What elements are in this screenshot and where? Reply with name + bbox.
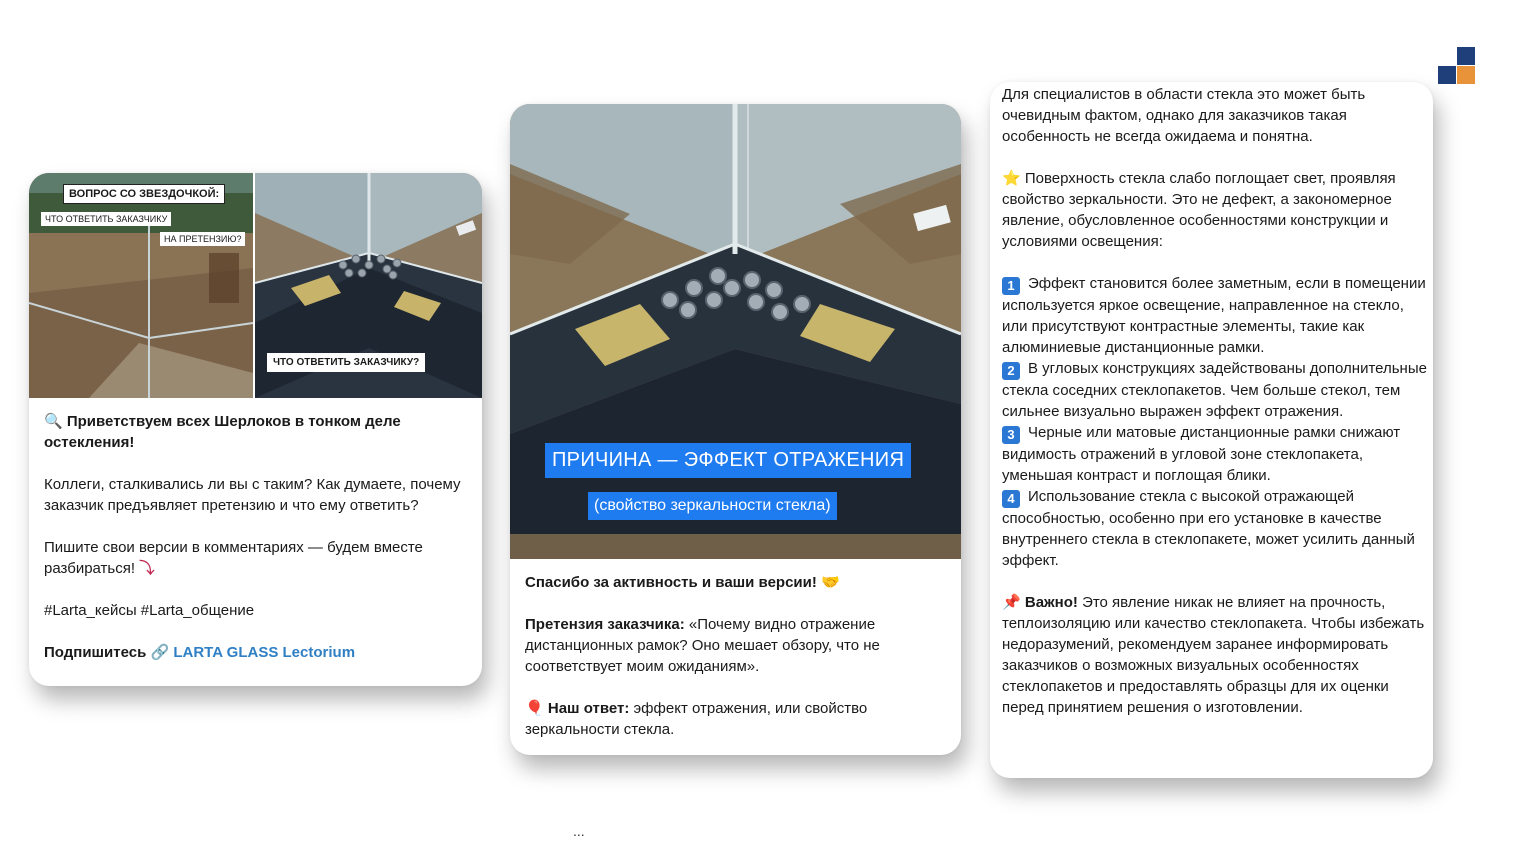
label-claim: НА ПРЕТЕНЗИЮ? [160, 232, 245, 246]
post-text [525, 572, 950, 740]
post-card-explanation [990, 82, 1433, 778]
handshake-icon: 🤝 [821, 574, 840, 591]
post-image-reflection [510, 104, 961, 559]
intro-text: Для специалистов в области стекла это может быть очевидным фактом, однако для заказчиков такая особенность не всегда ожидаема и понятна. [1002, 86, 1366, 145]
subscribe-label: Подпишитесь [44, 644, 147, 661]
post-card-answer [510, 104, 961, 755]
pushpin-icon: 📌 [1002, 594, 1021, 611]
point-text: Эффект становится более заметным, если в помещении используется яркое освещение, направленное на стекло, или присутствуют контрастные элементы, такие как алюминиевые дистанционные рамки. [1002, 275, 1426, 356]
greeting: Приветствуем всех Шерлоков в тонком деле остекления! [44, 413, 401, 451]
number-2-icon: 2 [1002, 362, 1020, 380]
point-text: Черные или матовые дистанционные рамки снижают видимость отражений в угловой зоне стеклопакета, уменьшая контраст и поглощая блики. [1002, 424, 1401, 484]
magnifier-icon: 🔍 [44, 413, 63, 430]
number-1-icon: 1 [1002, 277, 1020, 295]
link-icon: 🔗 [150, 644, 170, 661]
important-text: Это явление никак не влияет на прочность, теплоизоляцию или качество стеклопакета. Чтобы избежать недоразумений, рекомендуем заранее информировать заказчиков о возможных визуальных особенностях стеклопакетов и предоставлять образцы для их оценки перед принятием решения о изготовлении. [1002, 594, 1425, 716]
point-text: Использование стекла с высокой отражающей способностью, особенно при его установке в качестве внутреннего стекла в стеклопакете, может усилить данный эффект. [1002, 488, 1415, 569]
label-what-answer-right: ЧТО ОТВЕТИТЬ ЗАКАЗЧИКУ? [267, 353, 425, 372]
point-list [1002, 273, 1430, 571]
important-label: Важно! [1024, 594, 1078, 611]
balloon-icon: 🎈 [525, 700, 544, 717]
star-icon: ⭐ [1002, 170, 1021, 187]
comments-text: Пишите свои версии в комментариях — будем вместе разбираться! [44, 539, 423, 577]
ellipsis: ... [573, 823, 585, 839]
claim-label: Претензия заказчика: [525, 616, 685, 633]
list-item [1002, 422, 1430, 486]
post-image-collage [29, 173, 482, 398]
hashtags[interactable]: #Larta_кейсы #Larta_общение [44, 602, 255, 619]
list-item [1002, 273, 1430, 358]
list-item [1002, 486, 1430, 571]
post-card-question [29, 173, 482, 686]
post-text [44, 411, 469, 684]
banner-title: ПРИЧИНА — ЭФФЕКТ ОТРАЖЕНИЯ [545, 443, 911, 478]
banner-subtitle: (свойство зеркальности стекла) [588, 492, 837, 520]
post-text [1002, 84, 1430, 718]
question-text: Коллеги, сталкивались ли вы с таким? Как думаете, почему заказчик предъявляет претензию и что ему ответить? [44, 476, 461, 514]
number-4-icon: 4 [1002, 490, 1020, 508]
point-text: В угловых конструкциях задействованы дополнительные стекла соседних стеклопакетов. Чем больше стекол, тем сильнее визуально выражен эффект отражения. [1002, 360, 1427, 420]
thanks-text: Спасибо за активность и ваши версии! [525, 574, 817, 591]
answer-text: эффект отражения, или свойство зеркальности стекла. [525, 700, 868, 738]
label-what-answer: ЧТО ОТВЕТИТЬ ЗАКАЗЧИКУ [41, 212, 171, 226]
answer-label: Наш ответ: [547, 700, 630, 717]
list-item [1002, 358, 1430, 422]
label-question-star: ВОПРОС СО ЗВЕЗДОЧКОЙ: [63, 184, 225, 204]
channel-link[interactable]: LARTA GLASS Lectorium [173, 644, 356, 661]
arrow-down-icon: ⤵ [139, 560, 155, 577]
surface-text: Поверхность стекла слабо поглощает свет, проявляя свойство зеркальности. Это не дефект, а закономерное явление, обусловленное особенностями конструкции и условиями освещения: [1002, 170, 1396, 250]
brand-logo [1438, 47, 1476, 85]
number-3-icon: 3 [1002, 426, 1020, 444]
claim-text: «Почему видно отражение дистанционных рамок? Оно мешает обзору, что не соответствует моим ожиданиям». [525, 616, 880, 675]
